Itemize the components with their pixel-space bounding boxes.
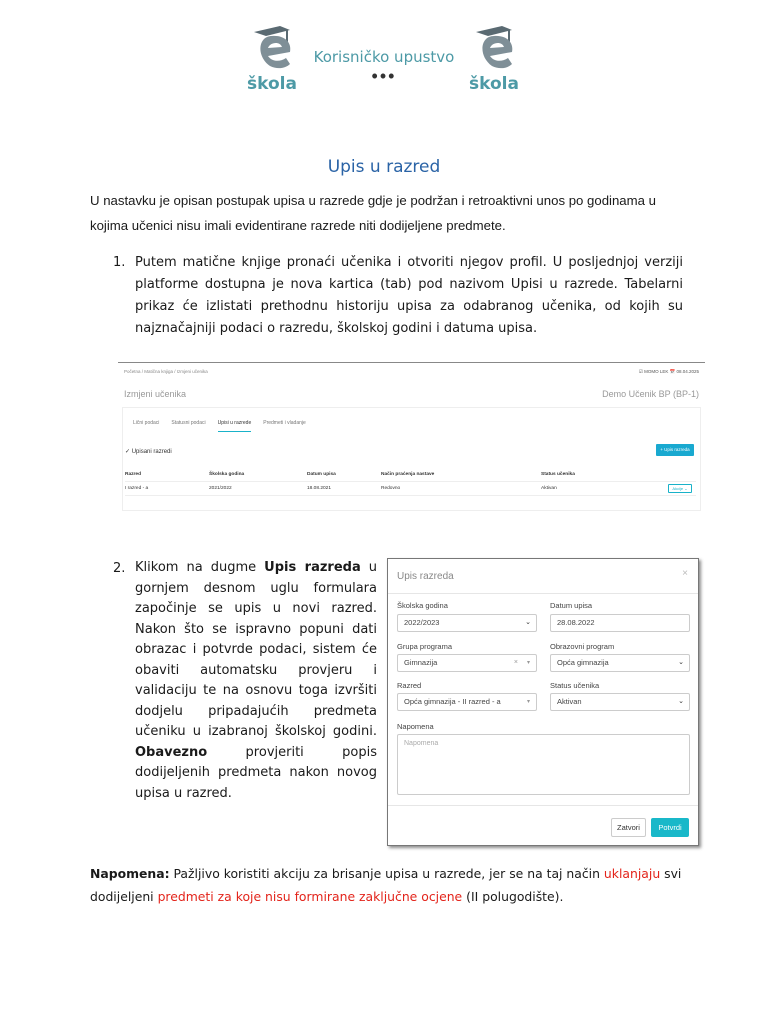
- step-2: [113, 558, 379, 828]
- bold-upis-razreda: Upis razreda: [264, 560, 361, 575]
- enrollment-date-value: 28.08.2022: [557, 618, 595, 627]
- manual-title: Korisničko upustvo: [313, 48, 455, 66]
- table-row: [125, 482, 696, 496]
- tab-licni-podaci[interactable]: Lični podaci: [133, 420, 160, 426]
- page-title: Izmjeni učenika: [124, 389, 187, 399]
- breadcrumb[interactable]: Početna / Matična knjiga / Izmjeni učenika: [124, 369, 208, 374]
- note-paragraph: [90, 862, 700, 908]
- step-number: 2.: [113, 561, 126, 576]
- education-program-value: Opća gimnazija: [557, 658, 609, 667]
- eskola-logo: [240, 22, 304, 92]
- col-datum-upisa: Datum upisa: [307, 472, 336, 477]
- enrollments-screenshot: [118, 362, 705, 514]
- chevron-down-icon: ⌄: [525, 619, 531, 626]
- clear-icon[interactable]: ×: [513, 659, 518, 666]
- note-textarea[interactable]: Napomena: [397, 734, 690, 795]
- class-select[interactable]: [397, 693, 537, 711]
- enrollment-date-input[interactable]: [550, 614, 690, 632]
- cell-status: Aktivan: [541, 486, 557, 491]
- graduation-cap-e-icon: [250, 22, 294, 72]
- text-part: (II polugodište).: [462, 889, 564, 904]
- student-name: Demo Učenik BP (BP-1): [602, 389, 699, 399]
- chevron-down-icon: ⌄: [678, 698, 684, 705]
- col-nacin-pracenja: Način praćenja nastave: [381, 472, 435, 477]
- education-program-select[interactable]: [550, 654, 690, 672]
- divider: [388, 593, 698, 594]
- enrolled-classes-label[interactable]: ✓ Upisani razredi: [125, 449, 172, 455]
- step-text: [135, 558, 377, 804]
- education-program-label: Obrazovni program: [550, 642, 615, 651]
- confirm-button[interactable]: Potvrdi: [651, 818, 689, 837]
- step-1: [113, 252, 683, 342]
- program-group-label: Grupa programa: [397, 642, 453, 651]
- text-part: Klikom na dugme: [135, 560, 265, 575]
- col-skolska-godina: Školska godina: [209, 472, 245, 477]
- col-status-ucenika: Status učenika: [541, 472, 575, 477]
- eskola-logo-right: [462, 22, 526, 92]
- section-title: Upis u razred: [327, 157, 441, 177]
- add-enrollment-button[interactable]: + Upis razreda: [656, 444, 694, 456]
- enrollment-modal: [387, 558, 699, 846]
- modal-title: Upis razreda: [397, 571, 454, 582]
- cell-nacin-pracenja: Redovno: [381, 486, 401, 491]
- class-label: Razred: [397, 681, 422, 690]
- step-text: Putem matične knjige pronaći učenika i otvoriti njegov profil. U posljednjoj verziji platforme dostupna je nova kartica (tab) pod nazivom Upisi u razrede. Tabelarni prikaz će izlistati prethodnu historiju upisa za odabranog učenika, od kojih su najznačajniji podaci o razredu, školskoj godini i datuma upisa.: [135, 255, 683, 336]
- text-part: u gornjem desnom uglu formulara započinje se upis u novi razred. Nakon što se ispravno popuni dati obrazac i potvrde podaci, sistem će obaviti automatsku provjeru i validaciju te na osnovu toga izvršiti dodjelu pripadajućih predmeta učeniku u izabranoj školskoj godini.: [135, 560, 377, 739]
- tab-statusni-podaci[interactable]: Statusni podaci: [171, 420, 206, 426]
- logo-text: škola: [469, 74, 519, 94]
- school-year-label: Školska godina: [397, 601, 448, 610]
- tab-upisi-u-razrede[interactable]: Upisi u razrede: [218, 420, 252, 432]
- actions-button[interactable]: Akcije ⌄: [668, 484, 692, 493]
- school-year-value: 2022/2023: [404, 618, 440, 627]
- tab-predmeti-i-vladanje[interactable]: Predmeti i vladanje: [263, 420, 306, 426]
- cell-razred: I razred - a: [125, 486, 149, 491]
- close-icon[interactable]: ×: [682, 568, 688, 579]
- note-label: Napomena: [397, 722, 434, 731]
- cell-skolska-godina: 2021/2022: [209, 486, 232, 491]
- enrollment-date-label: Datum upisa: [550, 601, 593, 610]
- bold-obavezno: Obavezno: [135, 744, 208, 760]
- text-part: Pažljivo koristiti akciju za brisanje upisa u razrede, jer se na taj način: [169, 866, 604, 881]
- col-razred: Razred: [125, 472, 141, 477]
- dots-divider: •••: [371, 66, 397, 86]
- document-header: [0, 22, 768, 102]
- chevron-down-icon: ⌄: [678, 659, 684, 666]
- program-group-select[interactable]: [397, 654, 537, 672]
- table-header: [125, 468, 696, 482]
- text-part: svi dodijeljeni: [90, 866, 682, 904]
- student-status-select[interactable]: [550, 693, 690, 711]
- logo-text: škola: [247, 74, 297, 94]
- school-year-select[interactable]: [397, 614, 537, 632]
- graduation-cap-e-icon: [472, 22, 516, 72]
- student-status-label: Status učenika: [550, 681, 600, 690]
- warning-text: uklanjaju: [603, 866, 661, 881]
- dropdown-arrow-icon: ▾: [526, 699, 530, 705]
- warning-text: predmeti za koje nisu formirane zaključne ocjene: [157, 889, 463, 904]
- dropdown-arrow-icon: ▾: [526, 660, 530, 666]
- profile-card: [122, 407, 701, 511]
- step-number: 1.: [113, 255, 126, 270]
- close-button[interactable]: Zatvori: [611, 818, 646, 837]
- class-value: Opća gimnazija - II razred - a: [404, 697, 501, 706]
- program-group-value: Gimnazija: [404, 658, 438, 667]
- text-part: provjeriti popis dodijeljenih predmeta nakon novog upisa u razred.: [135, 744, 377, 801]
- user-date-info: ☑ MOMO LEK 📅 08.04.2025: [638, 369, 699, 374]
- profile-tabs: [133, 420, 306, 432]
- enrollments-table: [125, 468, 696, 496]
- cell-datum-upisa: 18.08.2021: [307, 486, 332, 491]
- student-status-value: Aktivan: [557, 697, 582, 706]
- intro-paragraph: U nastavku je opisan postupak upisa u razrede gdje je podržan i retroaktivni unos po godinama u kojima učenici nisu imali evidentirane razrede niti dodijeljene predmete.: [90, 193, 656, 233]
- divider: [388, 805, 698, 806]
- note-label: Napomena:: [90, 866, 170, 881]
